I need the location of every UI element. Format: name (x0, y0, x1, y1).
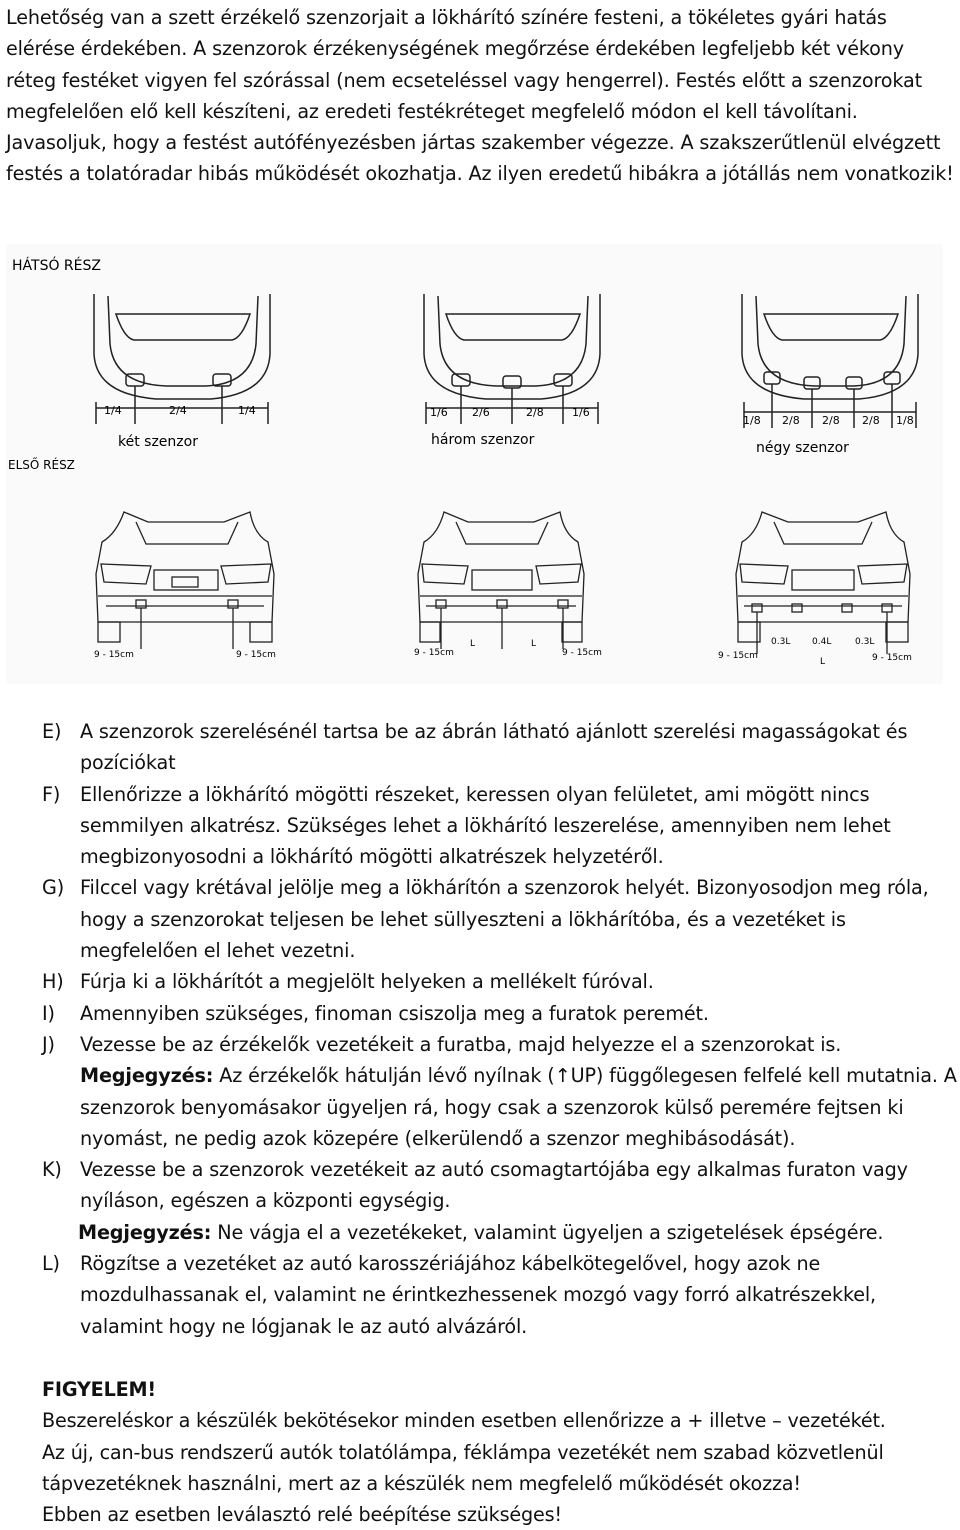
warning-line: Az új, can-bus rendszerű autók tolatólámpa, féklámpa vezetékét nem szabad közvetlenül tápvezetéknek használni, mert az a készülék nem megfelelő működését okozza! (42, 1440, 884, 1495)
dimension-label: 9 - 15cm (718, 651, 758, 661)
list-item (42, 1248, 958, 1342)
dimension-label: L (531, 639, 537, 649)
tick-label: 1/8 (896, 414, 914, 427)
list-item (42, 1029, 958, 1154)
item-marker: L) (42, 1252, 60, 1276)
item-text: Vezesse be az érzékelők vezetékeit a furatba, majd helyezze el a szenzorokat is. (80, 1032, 842, 1056)
list-item (42, 872, 958, 966)
k-note (42, 1217, 958, 1248)
tick-label: 2/8 (782, 414, 800, 427)
tick-label: 1/6 (430, 406, 448, 419)
item-marker: J) (42, 1032, 55, 1056)
note-text: Ne vágja el a vezetékeket, valamint ügyeljen a szigetelések épségére. (211, 1220, 884, 1244)
dimension-label: 9 - 15cm (414, 648, 454, 658)
sensor-diagram (6, 244, 943, 684)
warning-line: Ebben az esetben leválasztó relé beépítése szükséges! (42, 1503, 562, 1527)
sensor-placement-figure (6, 244, 943, 684)
list-item (42, 716, 958, 779)
item-text: Amennyiben szükséges, finoman csiszolja meg a furatok peremét. (80, 1001, 709, 1025)
rear-section-label: HÁTSÓ RÉSZ (12, 258, 101, 274)
tick-label: 2/8 (862, 414, 880, 427)
item-text: A szenzorok szerelésénél tartsa be az ábrán látható ajánlott szerelési magasságokat és pozíciókat (80, 720, 908, 775)
dimension-label: 0.3L (771, 637, 791, 647)
tick-label: 1/4 (104, 404, 122, 417)
item-body (80, 1029, 958, 1154)
caption-two-sensors: két szenzor (118, 434, 198, 450)
dimension-label: 0.4L (812, 637, 832, 647)
dimension-label: L (820, 657, 826, 667)
item-marker: F) (42, 782, 61, 806)
front-section-label: ELSŐ RÉSZ (8, 458, 75, 472)
list-item (42, 998, 958, 1029)
list-item (42, 779, 958, 873)
tick-label: 1/8 (743, 414, 761, 427)
note-label: Megjegyzés: (80, 1064, 214, 1088)
intro-paragraph: Lehetőség van a szett érzékelő szenzorjait a lökhárító színére festeni, a tökéletes gyári hatás elérése érdekében. A szenzorok érzékenységének megőrzése érdekében legfeljebb két vékony réteg festéket vigyen fel szórással (nem ecseteléssel vagy hengerrel). Festés előtt a szenzorokat megfelelően elő kell készíteni, az eredeti festékréteget megfelelő módon el kell távolítani. Javasoljuk, hogy a festést autófényezésben jártas szakember végezze. A szakszerűtlenül elvégzett festés a tolatóradar hibás működését okozhatja. Az ilyen eredetű hibákra a jótállás nem vonatkozik! (6, 6, 954, 186)
warning-line: Beszereléskor a készülék bekötésekor minden esetben ellenőrizze a + illetve – vezetékét. (42, 1409, 886, 1433)
item-marker: G) (42, 876, 65, 900)
dimension-label: 9 - 15cm (236, 650, 276, 660)
warning-block (42, 1374, 960, 1530)
tick-label: 2/4 (169, 404, 187, 417)
note-text: Az érzékelők hátulján lévő nyílnak (↑UP) függőlegesen felfelé kell mutatnia. A szenzorok benyomásakor ügyeljen rá, hogy csak a szenzorok külső peremére fejtsen ki nyomást, ne pedig azok közepére (elkerülendő a szenzor meghibásodását). (80, 1064, 957, 1150)
item-text: Fúrja ki a lökhárítót a megjelölt helyeken a mellékelt fúróval. (80, 970, 654, 994)
warning-title: FIGYELEM! (42, 1378, 156, 1401)
item-text: Ellenőrizze a lökhárító mögötti részeket, keressen olyan felületet, ami mögött nincs semmilyen alkatrész. Szükséges lehet a lökhárító leszerelése, amennyiben nem lehet megbizonyosodni a lökhárító mögötti alkatrészek helyzetéről. (80, 782, 891, 869)
item-text: Rögzítse a vezetéket az autó karosszériájához kábelkötegelővel, hogy azok ne mozdulhassanak el, valamint ne érintkezhessenek mozgó vagy forró alkatrészekkel, valamint hogy ne lógjanak le az autó alvázáról. (80, 1252, 877, 1338)
dimension-label: 9 - 15cm (94, 650, 134, 660)
dimension-label: 9 - 15cm (872, 653, 912, 663)
installation-steps (42, 716, 958, 1342)
dimension-label: 0.3L (855, 637, 875, 647)
item-text: Filccel vagy krétával jelölje meg a lökhárítón a szenzorok helyét. Bizonyosodjon meg róla, hogy a szenzorokat teljesen be lehet süllyeszteni a lökhárítóba, és a vezetéket is megfelelően el lehet vezetni. (80, 876, 929, 963)
item-marker: K) (42, 1158, 62, 1182)
caption-four-sensors: négy szenzor (756, 440, 849, 456)
dimension-label: L (470, 639, 476, 649)
tick-label: 1/6 (572, 406, 590, 419)
tick-label: 2/6 (472, 406, 490, 419)
item-marker: I) (42, 1001, 55, 1025)
caption-three-sensors: három szenzor (431, 432, 535, 448)
item-marker: E) (42, 720, 62, 743)
note-label: Megjegyzés: (78, 1220, 212, 1244)
item-text: Vezesse be a szenzorok vezetékeit az autó csomagtartójába egy alkalmas furaton vagy nyíláson, egészen a központi egységig. (80, 1158, 908, 1213)
list-item (42, 1154, 958, 1217)
item-marker: H) (42, 970, 64, 994)
tick-label: 1/4 (238, 404, 256, 417)
list-item (42, 966, 958, 997)
tick-label: 2/8 (822, 414, 840, 427)
tick-label: 2/8 (526, 406, 544, 419)
dimension-label: 9 - 15cm (562, 648, 602, 658)
